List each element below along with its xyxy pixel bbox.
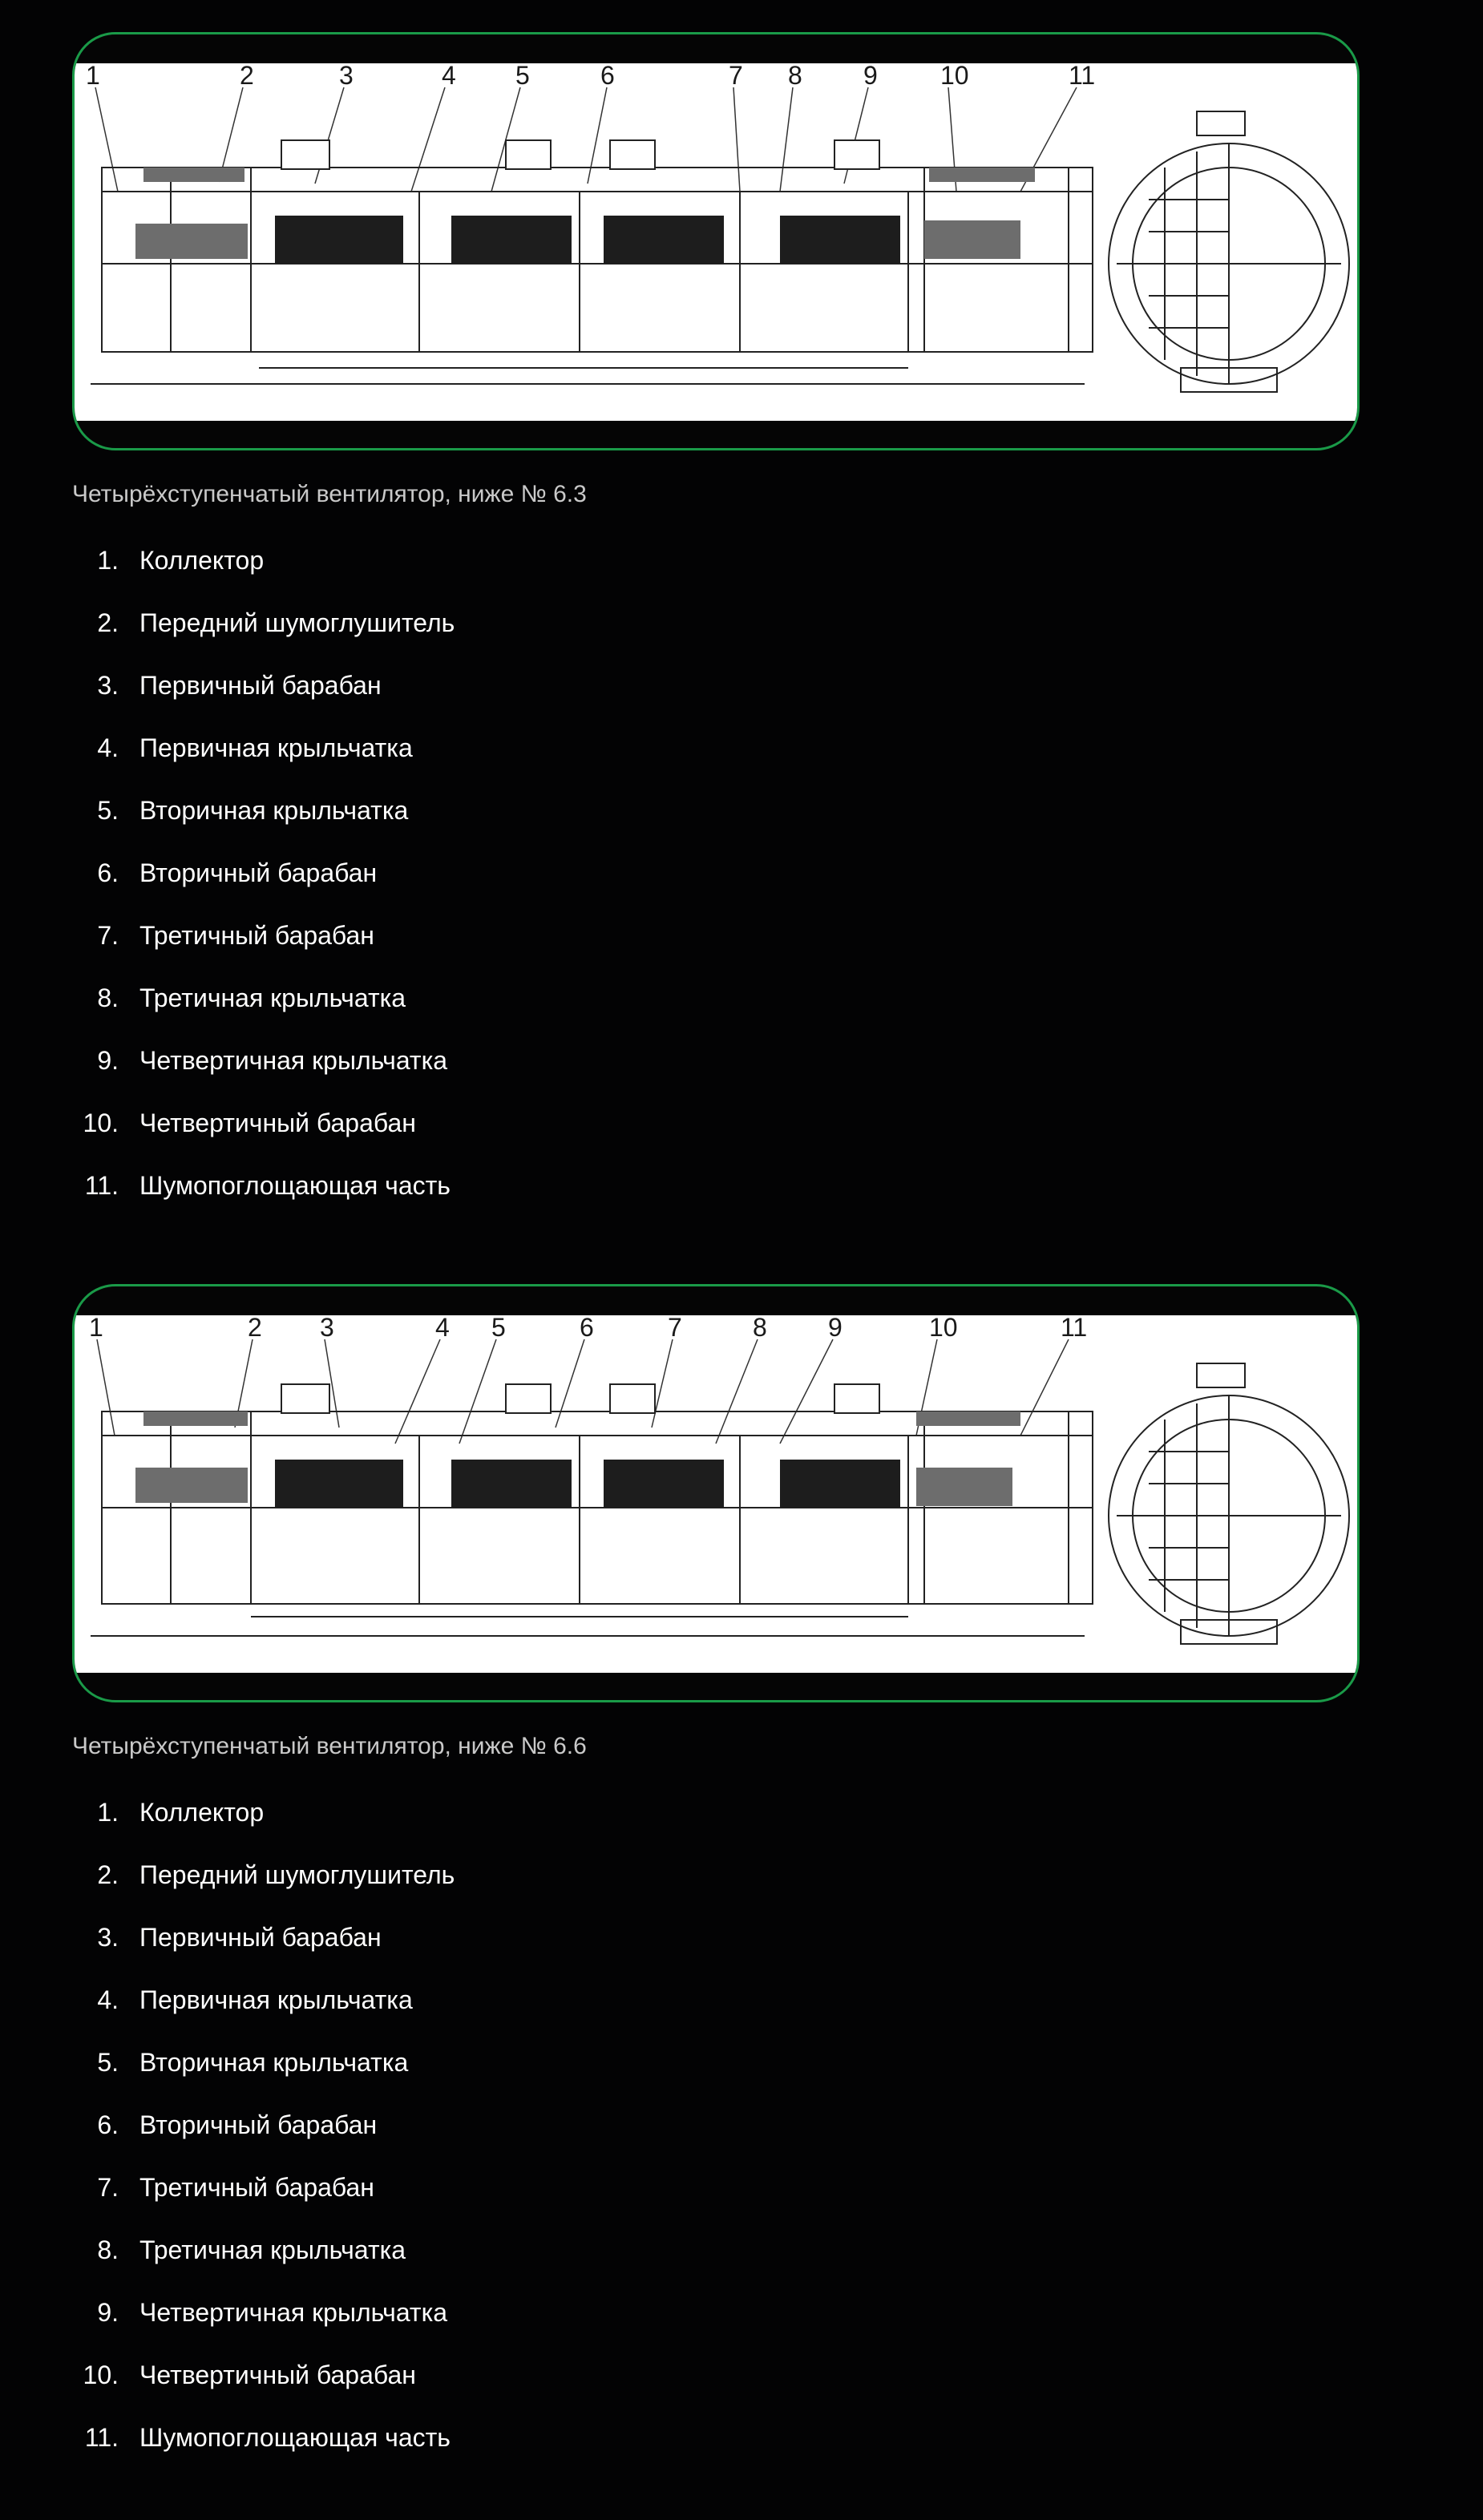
list-item: [72, 1167, 455, 1230]
list-item: [72, 2044, 455, 2106]
list-item: [72, 2169, 455, 2231]
callout-4: 4: [435, 1315, 450, 1342]
parts-list: [72, 1794, 455, 2482]
item-label: Четвертичный барабан: [139, 2360, 416, 2389]
callout-1: 1: [86, 63, 100, 90]
list-item: [72, 2356, 455, 2419]
motor-units: [275, 216, 900, 264]
callout-2: 2: [240, 63, 254, 90]
diagram-frame: [72, 1284, 1360, 1702]
item-label: Четвертичный барабан: [139, 1109, 416, 1137]
item-number: 10.: [83, 1109, 119, 1137]
item-number: 2.: [97, 608, 119, 637]
callout-11: 11: [1061, 1315, 1088, 1342]
callout-3: 3: [320, 1315, 334, 1342]
list-item: [72, 604, 455, 667]
item-label: Третичная крыльчатка: [139, 983, 406, 1012]
list-item: [72, 792, 455, 854]
callout-7: 7: [729, 63, 743, 90]
item-number: 3.: [97, 671, 119, 700]
motor-units: [275, 1460, 900, 1508]
callout-2: 2: [248, 1315, 262, 1342]
list-item: [72, 542, 455, 604]
item-number: 7.: [97, 2173, 119, 2202]
fan-caption: Четырёхступенчатый вентилятор, ниже № 6.6: [72, 1733, 587, 1759]
junction-boxes: [281, 140, 879, 169]
item-label: Коллектор: [139, 1798, 265, 1827]
callout-10: 10: [940, 63, 969, 90]
item-number: 6.: [97, 2110, 119, 2139]
callout-11: 11: [1069, 63, 1096, 90]
item-number: 11.: [84, 2423, 119, 2452]
item-label: Первичный барабан: [139, 671, 382, 700]
item-number: 4.: [97, 1985, 119, 2014]
junction-boxes: [281, 1384, 879, 1413]
callout-9: 9: [863, 63, 878, 90]
list-item: [72, 1105, 455, 1167]
item-label: Четвертичная крыльчатка: [139, 1046, 448, 1075]
item-number: 4.: [97, 733, 119, 762]
item-label: Коллектор: [139, 546, 265, 575]
diagram-frame: [72, 32, 1360, 450]
item-label: Третичный барабан: [139, 2173, 374, 2202]
list-item: [72, 917, 455, 979]
item-number: 5.: [97, 796, 119, 825]
callout-9: 9: [828, 1315, 843, 1342]
fan-body: [91, 168, 1093, 384]
item-number: 2.: [97, 1860, 119, 1889]
item-label: Передний шумоглушитель: [139, 608, 455, 637]
callout-3: 3: [339, 63, 354, 90]
callout-8: 8: [753, 1315, 767, 1342]
item-label: Первичная крыльчатка: [139, 1985, 413, 2014]
fan-end-view: [1109, 1363, 1349, 1644]
fan-body: [91, 1411, 1093, 1636]
item-label: Вторичная крыльчатка: [139, 796, 409, 825]
item-label: Четвертичная крыльчатка: [139, 2298, 448, 2327]
item-number: 1.: [97, 546, 119, 575]
list-item: [72, 2231, 455, 2294]
item-number: 5.: [97, 2048, 119, 2077]
item-number: 9.: [97, 1046, 119, 1075]
item-number: 7.: [97, 921, 119, 950]
fan-schematic: [75, 63, 1357, 421]
item-number: 9.: [97, 2298, 119, 2327]
item-number: 10.: [83, 2360, 119, 2389]
fan-schematic: [75, 1315, 1357, 1673]
item-number: 1.: [97, 1798, 119, 1827]
fan-caption: Четырёхступенчатый вентилятор, ниже № 6.3: [72, 481, 587, 507]
list-item: [72, 2419, 455, 2482]
fan-end-view: [1109, 111, 1349, 392]
callout-1: 1: [89, 1315, 103, 1342]
item-number: 8.: [97, 2235, 119, 2264]
callout-10: 10: [929, 1315, 958, 1342]
list-item: [72, 979, 455, 1042]
list-item: [72, 854, 455, 917]
item-label: Третичная крыльчатка: [139, 2235, 406, 2264]
item-label: Первичный барабан: [139, 1923, 382, 1952]
fan-drawing: [75, 63, 1357, 421]
item-number: 8.: [97, 983, 119, 1012]
item-label: Вторичный барабан: [139, 858, 378, 887]
item-label: Шумопоглощающая часть: [139, 2423, 451, 2452]
item-label: Вторичный барабан: [139, 2110, 378, 2139]
callout-4: 4: [442, 63, 456, 90]
item-label: Передний шумоглушитель: [139, 1860, 455, 1889]
item-label: Первичная крыльчатка: [139, 733, 413, 762]
callout-5: 5: [515, 63, 530, 90]
list-item: [72, 2294, 455, 2356]
leader-lines: [97, 1339, 1069, 1444]
item-number: 6.: [97, 858, 119, 887]
item-number: 11.: [84, 1171, 119, 1200]
list-item: [72, 1919, 455, 1981]
callout-6: 6: [580, 1315, 594, 1342]
item-number: 3.: [97, 1923, 119, 1952]
list-item: [72, 729, 455, 792]
callout-6: 6: [600, 63, 615, 90]
list-item: [72, 1794, 455, 1856]
fan-drawing: [75, 1315, 1357, 1673]
list-item: [72, 1981, 455, 2044]
callout-8: 8: [788, 63, 802, 90]
list-item: [72, 2106, 455, 2169]
list-item: [72, 1042, 455, 1105]
parts-list: [72, 542, 455, 1230]
callout-5: 5: [491, 1315, 506, 1342]
item-label: Третичный барабан: [139, 921, 374, 950]
item-label: Вторичная крыльчатка: [139, 2048, 409, 2077]
item-label: Шумопоглощающая часть: [139, 1171, 451, 1200]
list-item: [72, 1856, 455, 1919]
callout-7: 7: [668, 1315, 682, 1342]
list-item: [72, 667, 455, 729]
